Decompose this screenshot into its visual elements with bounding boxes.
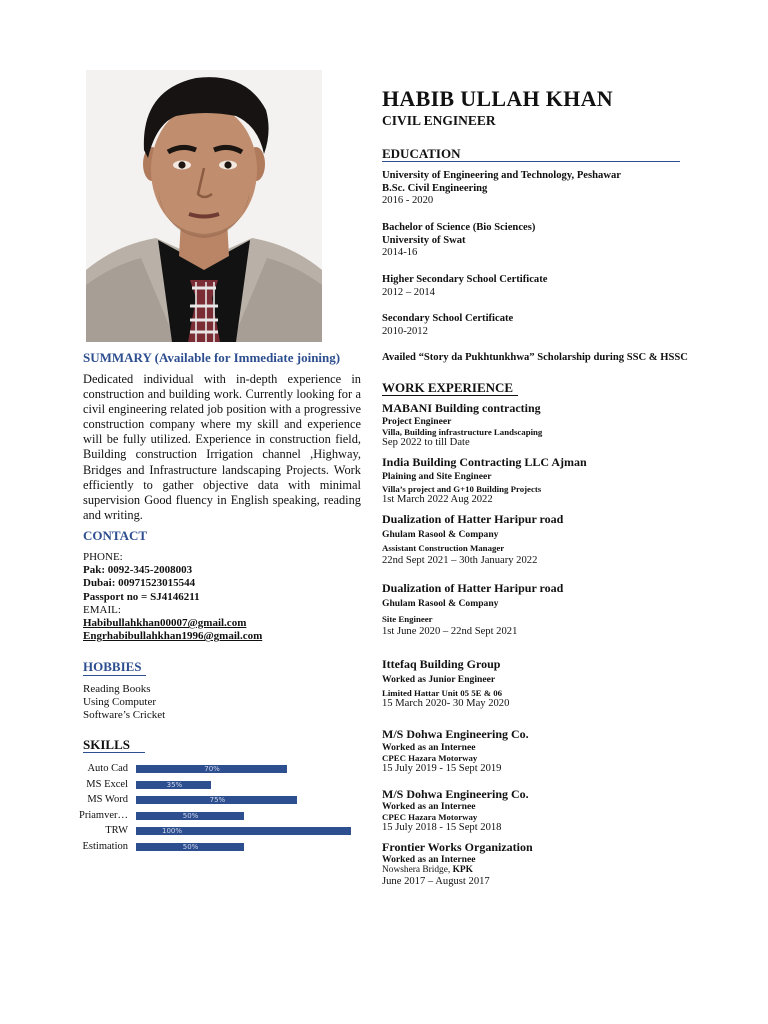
email-link-1[interactable]: Habibullahkhan00007@gmail.com [83,617,247,630]
education-rule [382,161,680,162]
work-role: Worked as an Internee [382,854,476,865]
skills-heading: SKILLS [83,737,130,752]
work-company: Ittefaq Building Group [382,657,501,671]
skill-value-label: 75% [209,796,226,805]
work-company: Dualization of Hatter Haripur road [382,581,564,595]
education-years: 2016 - 2020 [382,195,434,207]
education-entry [382,222,535,260]
work-company: M/S Dohwa Engineering Co. [382,787,529,801]
skill-label: MS Word [87,794,128,806]
education-degree: Higher Secondary School Certificate [382,274,548,285]
skill-value-label: 35% [166,780,183,789]
work-detail: Site Engineer [382,614,433,624]
skill-label: Priamver… [79,809,128,821]
work-entry [382,401,542,450]
work-dates: 15 July 2018 - 15 Sept 2018 [382,822,502,833]
work-entry [382,581,563,639]
work-dates: 1st March 2022 Aug 2022 [382,494,493,505]
skill-value-label: 50% [182,811,199,820]
work-entry [382,512,563,568]
work-dates: 1st June 2020 – 22nd Sept 2021 [382,626,518,637]
work-role: Worked as Junior Engineer [382,674,496,685]
education-years: 2010-2012 [382,325,428,337]
skill-label: MS Excel [86,778,128,790]
work-detail [382,865,533,876]
skill-value-label: 70% [204,765,220,773]
work-detail: Assistant Construction Manager [382,543,505,553]
work-detail-place: Nowshera Bridge, [382,865,453,875]
work-role: Worked as an Internee [382,801,476,812]
skill-value-label: 100% [162,827,183,836]
work-entry [382,657,509,711]
summary-text: Dedicated individual with in-depth experience in construction and building work. Currently looking for a civil engineering related job position with a progressive construction company where my skill and experience will be fully utilized. Experience in construction field, Building construction Irrigation channel ,Highway, Bridges and Infrastructure landscaping Projects. Work efficiently to gather objective data with minimal supervision Good fluency in English speaking, reading and writing. [83,372,361,522]
profile-photo [86,70,322,342]
hobby-item: Software’s Cricket [83,709,166,722]
skill-label: TRW [105,825,128,837]
email-link-2[interactable]: Engrhabibullahkhan1996@gmail.com [83,630,263,643]
work-entry [382,455,587,507]
work-role: Worked as an Internee [382,742,476,753]
work-role: Project Engineer [382,416,452,427]
education-entry [382,170,621,208]
phone-label: PHONE: [83,551,123,563]
work-detail: CPEC Hazara Motorway [382,753,478,763]
skill-label: Auto Cad [87,763,128,774]
work-role: Ghulam Rasool & Company [382,598,499,609]
work-dates: 15 July 2019 - 15 Sept 2019 [382,763,502,774]
work-entry [382,787,529,835]
work-entry [382,840,533,889]
scholarship-note: Availed “Story da Pukhtunkhwa” Scholarship during SSC & HSSC [382,352,688,363]
education-degree: B.Sc. Civil Engineering [382,182,488,194]
work-dates: June 2017 – August 2017 [382,876,490,887]
work-rule [382,395,518,396]
skill-value-label: 50% [182,843,199,851]
work-detail: Villa’s project and G+10 Building Projects [382,484,542,494]
work-company: Dualization of Hatter Haripur road [382,512,564,526]
work-entry [382,727,529,776]
hobbies-list [83,683,165,723]
work-dates: Sep 2022 to till Date [382,437,470,448]
work-role: Ghulam Rasool & Company [382,529,499,540]
work-dates: 22nd Sept 2021 – 30th January 2022 [382,555,538,566]
work-detail: CPEC Hazara Motorway [382,812,478,822]
work-company: MABANI Building contracting [382,401,541,415]
work-detail: Villa, Building infrastructure Landscaping [382,427,543,437]
education-degree: Bachelor of Science (Bio Sciences) [382,222,536,233]
work-company: Frontier Works Organization [382,840,533,854]
phone-dubai: Dubai: 00971523015544 [83,577,196,590]
passport-number: Passport no = SJ4146211 [83,590,200,603]
contact-block [83,551,363,643]
skill-label: Estimation [82,841,128,852]
education-years: 2014-16 [382,247,418,259]
education-years: 2012 – 2014 [382,286,435,298]
skills-rule [83,752,145,753]
job-title: CIVIL ENGINEER [382,113,496,128]
work-company: India Building Contracting LLC Ajman [382,455,587,469]
candidate-name: HABIB ULLAH KHAN [382,86,613,111]
hobbies-heading: HOBBIES [83,659,142,674]
hobbies-rule [83,675,146,676]
contact-heading: CONTACT [83,528,148,543]
education-degree: Secondary School Certificate [382,313,514,324]
education-institution: University of Engineering and Technology, Peshawar [382,170,621,181]
education-institution: University of Swat [382,234,466,246]
education-heading: EDUCATION [382,146,461,161]
phone-pakistan: Pak: 0092-345-2008003 [83,564,193,577]
work-company: M/S Dohwa Engineering Co. [382,727,529,741]
hobby-item: Using Computer [83,696,157,709]
education-entry [382,274,547,299]
hobby-item: Reading Books [83,683,151,695]
work-dates: 15 March 2020- 30 May 2020 [382,698,510,709]
education-entry [382,313,513,338]
summary-heading: SUMMARY (Available for Immediate joining) [83,350,341,365]
work-detail-region: KPK [452,865,473,875]
work-detail: Limited Hattar Unit 05 5E & 06 [382,688,503,698]
work-role: Plaining and Site Engineer [382,471,492,482]
email-label: EMAIL: [83,603,121,616]
work-heading: WORK EXPERIENCE [382,380,514,395]
